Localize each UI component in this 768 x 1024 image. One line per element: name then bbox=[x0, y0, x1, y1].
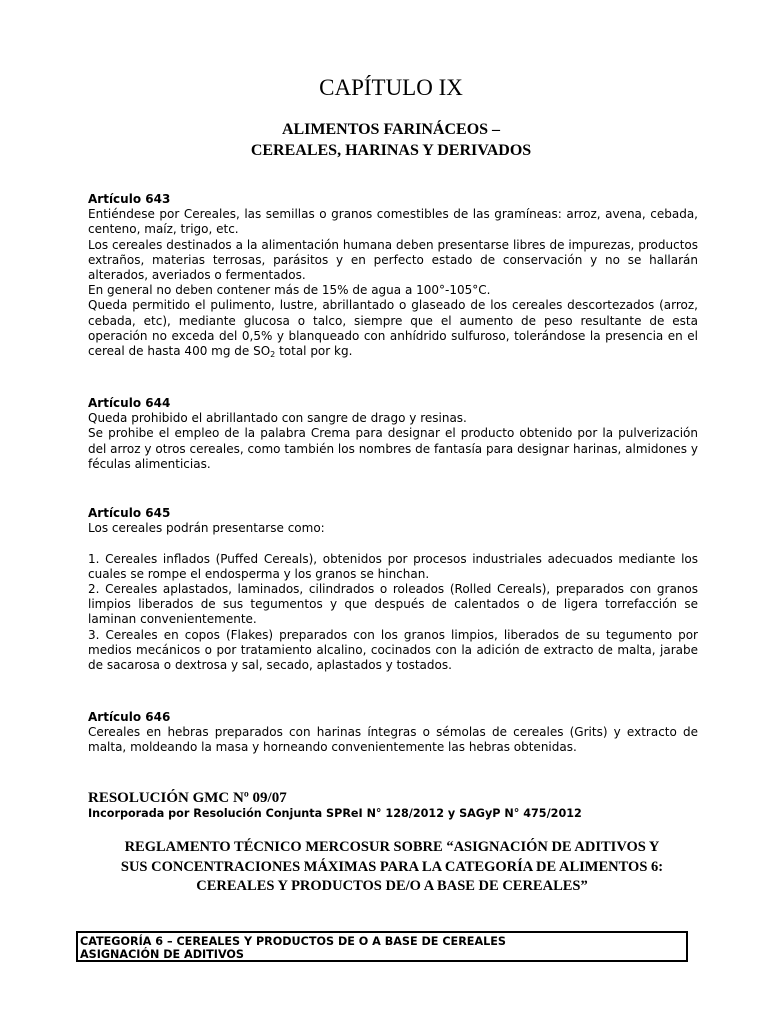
article-paragraph: Cereales en hebras preparados con harinas íntegras o sémolas de cereales (Grits) y extracto de malta, moldeando la masa y horneando convenientemente las hebras obtenidas. bbox=[88, 725, 698, 755]
reglamento-heading bbox=[88, 838, 696, 897]
reglamento-line2: SUS CONCENTRACIONES MÁXIMAS PARA LA CATEGORÍA DE ALIMENTOS 6: bbox=[120, 858, 664, 875]
article-intro: Los cereales podrán presentarse como: bbox=[88, 521, 325, 536]
article-heading: Artículo 646 bbox=[88, 710, 171, 724]
article-643 bbox=[88, 192, 698, 359]
category-subtitle: ASIGNACIÓN DE ADITIVOS bbox=[80, 948, 244, 961]
article-heading: Artículo 645 bbox=[88, 506, 171, 520]
article-paragraph: Se prohibe el empleo de la palabra Crema para designar el producto obtenido por la pulverización del arroz y otros cereales, como también los nombres de fantasía para designar harinas, almidones y féculas alimenticias. bbox=[88, 426, 698, 471]
article-list-item: 3. Cereales en copos (Flakes) preparados con los granos limpios, liberados de su tegumento por medios mecánicos o por tratamiento alcalino, cocinados con la adición de extracto de malta, jarabe de sacarosa o dextrosa y sal, secado, aplastados y tostados. bbox=[88, 627, 698, 673]
article-paragraph-tail: total por kg. bbox=[275, 344, 353, 359]
chapter-subtitle-line2: CEREALES, HARINAS Y DERIVADOS bbox=[250, 142, 532, 159]
article-list-item: 2. Cereales aplastados, laminados, cilindrados o roleados (Rolled Cereals), preparados con granos limpios liberados de sus tegumentos y que después de calentados o de ligera torrefacción se laminan convenientemente. bbox=[88, 582, 698, 627]
chapter-title: CAPÍTULO IX bbox=[319, 75, 463, 100]
article-paragraph: Entiéndese por Cereales, las semillas o granos comestibles de las gramíneas: arroz, avena, cebada, centeno, maíz, trigo, etc. bbox=[88, 207, 698, 237]
article-paragraph: En general no deben contener más de 15% de agua a 100°-105°C. bbox=[88, 283, 491, 298]
article-645 bbox=[88, 506, 698, 673]
resolution-subtitle: Incorporada por Resolución Conjunta SPReI N° 128/2012 y SAGyP N° 475/2012 bbox=[88, 807, 582, 820]
article-list-item: 1. Cereales inflados (Puffed Cereals), obtenidos por procesos industriales adecuados mediante los cuales se rompe el endosperma y los granos se hinchan. bbox=[88, 551, 698, 581]
article-646 bbox=[88, 710, 698, 756]
chapter-subtitle-line1: ALIMENTOS FARINÁCEOS – bbox=[281, 121, 501, 138]
article-paragraph bbox=[88, 298, 698, 359]
reglamento-line1: REGLAMENTO TÉCNICO MERCOSUR SOBRE “ASIGNACIÓN DE ADITIVOS Y bbox=[124, 839, 660, 855]
article-heading: Artículo 644 bbox=[88, 396, 171, 410]
article-paragraph-text: Queda permitido el pulimento, lustre, abrillantado o glaseado de los cereales descortezados (arroz, cebada, etc), mediante glucosa o talco, siempre que el aumento de peso resultante de esta operación no exceda del 0,5% y blanqueado con anhídrido sulfuroso, tolerándose la presencia en el cereal de hasta 400 mg de SO bbox=[88, 298, 698, 359]
so2-subscript: 2 bbox=[270, 350, 276, 360]
resolution-title: RESOLUCIÓN GMC Nº 09/07 bbox=[88, 790, 287, 806]
chapter-subtitle bbox=[0, 119, 768, 161]
article-paragraph: Queda prohibido el abrillantado con sangre de drago y resinas. bbox=[88, 411, 467, 426]
category-title: CATEGORÍA 6 – CEREALES Y PRODUCTOS DE O A BASE DE CEREALES bbox=[80, 935, 506, 948]
article-644 bbox=[88, 396, 698, 472]
reglamento-line3: CEREALES Y PRODUCTOS DE/O A BASE DE CEREALES” bbox=[196, 878, 588, 894]
category-table-header bbox=[76, 931, 688, 962]
article-heading: Artículo 643 bbox=[88, 192, 171, 206]
article-paragraph: Los cereales destinados a la alimentación humana deben presentarse libres de impurezas, productos extraños, materias terrosas, parásitos y en perfecto estado de conservación y no se hallarán alterados, averiados o fermentados. bbox=[88, 237, 698, 283]
